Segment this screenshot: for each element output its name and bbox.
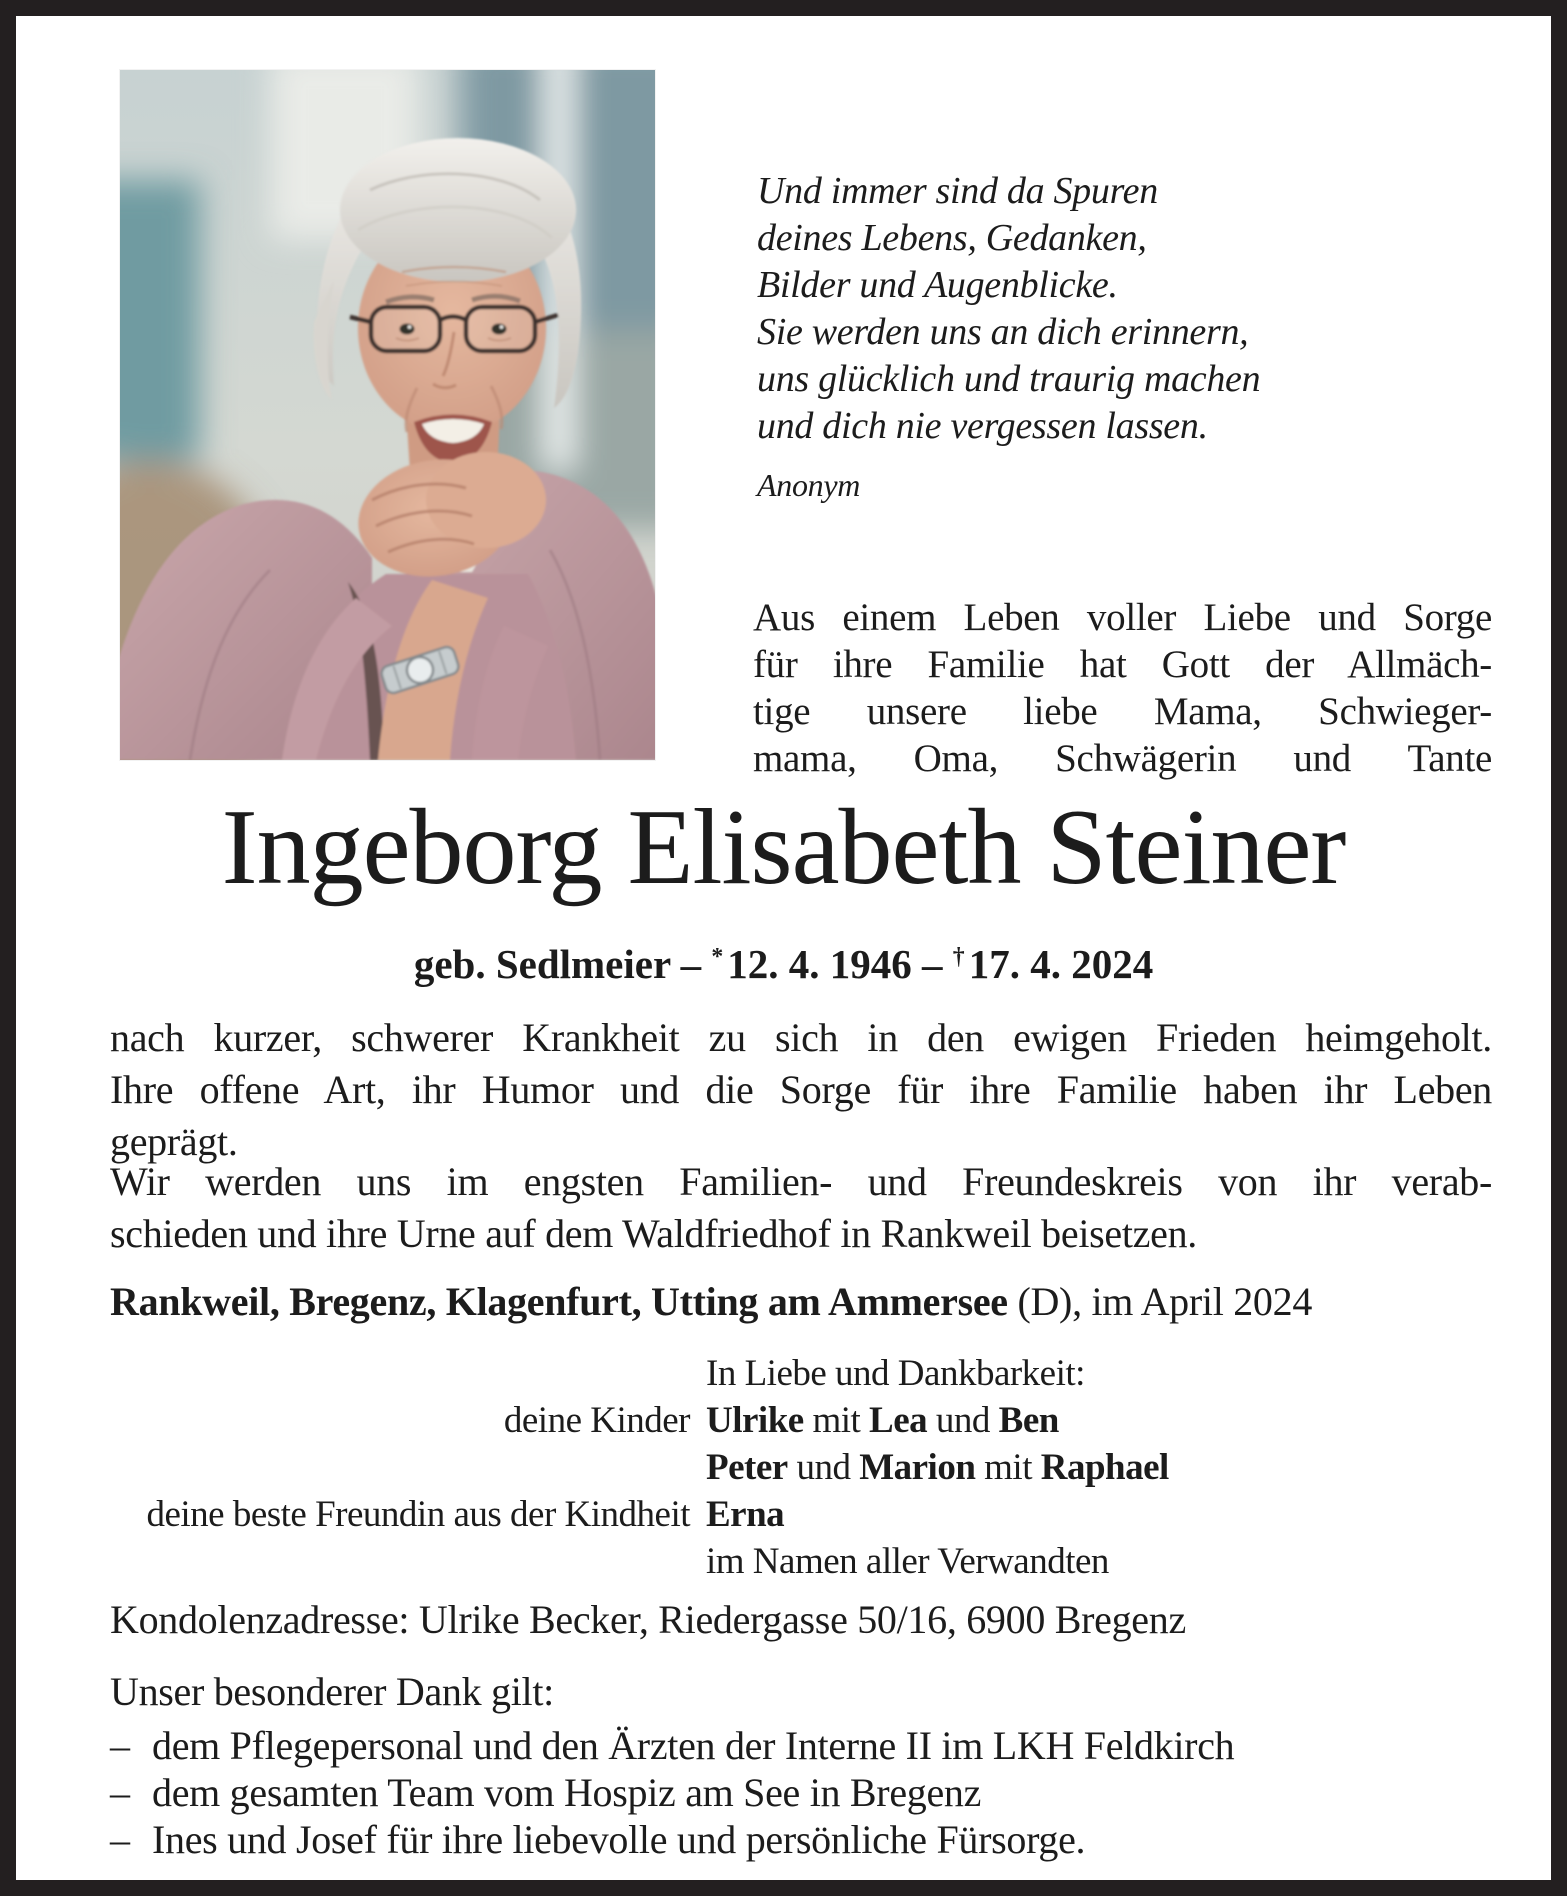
family-conjunction: mit	[803, 1400, 870, 1441]
paragraph-line: Ihre offene Art, ihr Humor und die Sorge für ihre Familie haben ihr Leben	[110, 1067, 1492, 1112]
poem-line: und dich nie vergessen lassen.	[757, 405, 1208, 447]
memorial-poem	[757, 168, 1457, 509]
intro-line: tige unsere liebe Mama, Schwieger-	[753, 690, 1492, 733]
paragraph-line: schieden und ihre Urne auf dem Waldfriedhof in Rankweil beisetzen.	[110, 1211, 1197, 1256]
family-label	[94, 1444, 690, 1491]
thanks-item-text: dem Pflegepersonal und den Ärzten der Interne II im LKH Feldkirch	[152, 1723, 1235, 1768]
poem-line: Bilder und Augenblicke.	[757, 264, 1118, 306]
paragraph-line: nach kurzer, schwerer Krankheit zu sich in den ewigen Frieden heimgeholt.	[110, 1015, 1492, 1060]
location-suffix: (D), im April 2024	[1017, 1279, 1313, 1324]
intro-line: mama, Oma, Schwägerin und Tante	[753, 737, 1492, 780]
bullet-dash: –	[110, 1770, 130, 1815]
death-date: 17. 4. 2024	[968, 941, 1154, 987]
family-heading: In Liebe und Dankbarkeit:	[706, 1353, 1085, 1394]
condolence-address-line: Kondolenzadresse: Ulrike Becker, Riedergasse 50/16, 6900 Bregenz	[110, 1597, 1186, 1642]
family-names	[706, 1538, 1492, 1585]
family-name: Raphael	[1040, 1447, 1169, 1488]
death-cross-icon: †	[952, 943, 965, 970]
poem-line: deines Lebens, Gedanken,	[757, 217, 1147, 259]
family-name: Ben	[998, 1400, 1059, 1441]
separator-dash: –	[680, 941, 702, 987]
family-names	[706, 1444, 1492, 1491]
poem-line: uns glücklich und traurig machen	[757, 358, 1261, 400]
family-conjunction: mit	[975, 1447, 1041, 1488]
paragraph-line: geprägt.	[110, 1119, 238, 1164]
family-names	[706, 1397, 1492, 1444]
poem-line: Sie werden uns an dich erinnern,	[757, 311, 1249, 353]
announcement-paragraph-1	[110, 1012, 1492, 1168]
poem-line: Und immer sind da Spuren	[757, 170, 1158, 212]
announcement-paragraph-2	[110, 1156, 1492, 1260]
intro-paragraph	[753, 594, 1492, 782]
family-name: Ulrike	[706, 1400, 804, 1441]
birth-date: 12. 4. 1946	[727, 941, 912, 987]
location-date-line	[110, 1278, 1492, 1325]
intro-line: für ihre Familie hat Gott der Allmäch-	[753, 643, 1492, 686]
bullet-dash: –	[110, 1723, 130, 1768]
family-label	[94, 1350, 690, 1397]
family-label	[94, 1538, 690, 1585]
family-name: Peter	[706, 1447, 788, 1488]
poem-attribution: Anonym	[757, 467, 861, 503]
paragraph-line: Wir werden uns im engsten Familien- und Freundeskreis von ihr verab-	[110, 1159, 1492, 1204]
portrait-photo-image	[120, 70, 655, 760]
life-dates	[0, 940, 1567, 988]
thanks-list	[110, 1722, 1492, 1863]
family-name: Lea	[869, 1400, 928, 1441]
deceased-name: Ingeborg Elisabeth Steiner	[221, 788, 1346, 907]
maiden-name: geb. Sedlmeier	[413, 941, 671, 987]
mourners-section	[94, 1350, 1492, 1585]
thanks-item	[110, 1769, 1492, 1816]
thanks-item-text: Ines und Josef für ihre liebevolle und persönliche Fürsorge.	[152, 1817, 1086, 1862]
thanks-item	[110, 1816, 1492, 1863]
family-names	[706, 1491, 1492, 1538]
family-label: deine Kinder	[503, 1400, 690, 1441]
family-conjunction: und	[787, 1447, 860, 1488]
thanks-item-text: dem gesamten Team vom Hospiz am See in Bregenz	[152, 1770, 982, 1815]
family-name: Marion	[859, 1447, 976, 1488]
separator-dash: –	[922, 941, 943, 987]
thanks-item	[110, 1722, 1492, 1769]
birth-star-icon: *	[711, 943, 724, 970]
family-conjunction: und	[927, 1400, 999, 1441]
thanks-heading: Unser besonderer Dank gilt:	[110, 1669, 554, 1714]
family-closing: im Namen aller Verwandten	[706, 1541, 1109, 1582]
family-name: Erna	[706, 1494, 785, 1535]
portrait-photo	[120, 70, 655, 760]
family-label: deine beste Freundin aus der Kindheit	[146, 1494, 690, 1535]
bullet-dash: –	[110, 1817, 130, 1862]
location-places: Rankweil, Bregenz, Klagenfurt, Utting am Ammersee	[110, 1279, 1008, 1324]
intro-line: Aus einem Leben voller Liebe und Sorge	[753, 596, 1492, 639]
